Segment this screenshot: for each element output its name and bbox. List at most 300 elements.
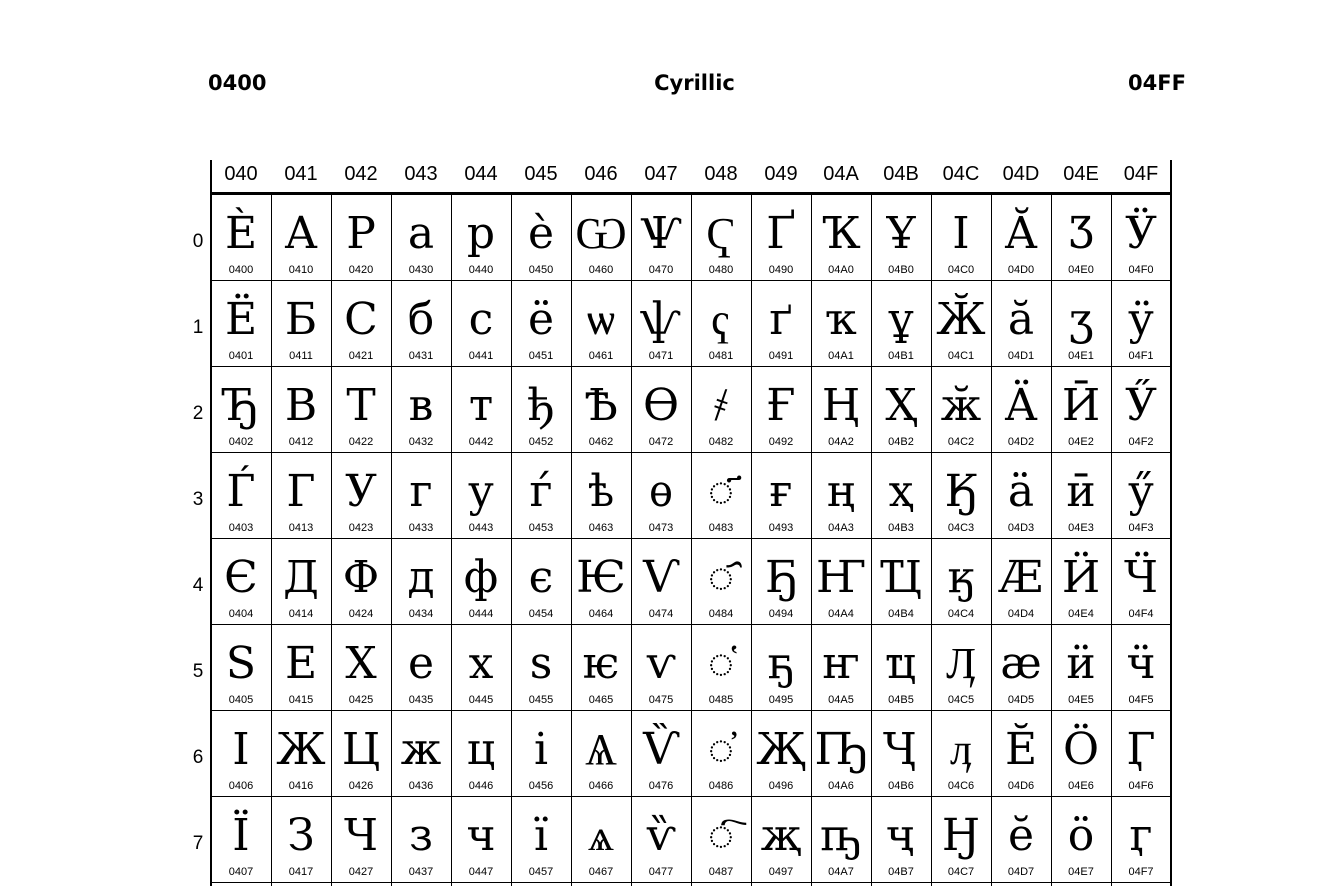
glyph-cell [691, 796, 751, 882]
code-point-label: 04C3 [947, 522, 975, 534]
code-point-label: 0497 [768, 866, 794, 878]
glyph-char: Ӧ [1062, 724, 1100, 775]
code-point-label: 0494 [768, 608, 794, 620]
code-point-label: 04B2 [888, 436, 914, 448]
glyph-char: ӥ [1066, 638, 1096, 689]
code-point-label: 0484 [708, 608, 734, 620]
glyph-cell [871, 452, 931, 538]
glyph-cell [991, 280, 1051, 366]
code-point-label: 0436 [408, 780, 434, 792]
code-point-label: 0441 [468, 350, 494, 362]
glyph-char: Ҳ [885, 380, 917, 431]
glyph-char: Ӣ [1061, 380, 1101, 431]
code-point-label: 0491 [768, 350, 794, 362]
glyph-char: Т [346, 380, 376, 431]
glyph-cell [271, 710, 331, 796]
code-point-label: 04B0 [888, 264, 914, 276]
glyph-char: ж [400, 724, 442, 775]
glyph-char: а [407, 208, 435, 259]
code-point-label: 04F2 [1128, 436, 1154, 448]
code-point-label: 0404 [228, 608, 254, 620]
glyph-cell [211, 796, 271, 882]
code-point-label: 0454 [528, 608, 554, 620]
code-point-label: 0411 [289, 350, 313, 362]
code-point-label: 04C7 [947, 866, 975, 878]
code-point-label: 0426 [348, 780, 374, 792]
glyph-char: җ [760, 810, 802, 861]
glyph-cell [931, 538, 991, 624]
glyph-char: Ӕ [998, 552, 1044, 603]
code-point-label: 04F0 [1128, 264, 1154, 276]
glyph-char: є [528, 552, 554, 603]
glyph-cell [391, 194, 451, 280]
code-point-label: 04E1 [1068, 350, 1094, 362]
glyph-cell [511, 280, 571, 366]
glyph-cell [451, 624, 511, 710]
glyph-char: Ѓ [226, 466, 256, 517]
code-point-label: 0440 [468, 264, 494, 276]
column-header: 049 [764, 163, 798, 185]
glyph-cell [571, 710, 631, 796]
code-point-label: 04E2 [1068, 436, 1094, 448]
code-point-label: 04A4 [828, 608, 854, 620]
code-point-label: 04E3 [1068, 522, 1094, 534]
code-point-label: 0455 [528, 694, 554, 706]
glyph-char: Г [286, 466, 316, 517]
code-point-label: 04E0 [1068, 264, 1094, 276]
glyph-cell [331, 538, 391, 624]
grid-line [211, 452, 1171, 453]
glyph-cell [1111, 710, 1171, 796]
glyph-char: Ѥ [576, 552, 626, 603]
glyph-char: ё [527, 294, 555, 345]
row-header: 1 [192, 317, 204, 338]
glyph-char: ѕ [529, 638, 553, 689]
glyph-cell [571, 280, 631, 366]
glyph-cell [931, 366, 991, 452]
glyph-char: Ӏ [952, 208, 970, 259]
glyph-cell [1051, 194, 1111, 280]
glyph-char: Ҁ [706, 208, 736, 259]
glyph-char: ӗ [1007, 810, 1035, 861]
code-point-label: 04C4 [947, 608, 975, 620]
glyph-cell [811, 796, 871, 882]
glyph-cell [931, 796, 991, 882]
code-point-label: 0402 [228, 436, 254, 448]
glyph-char: ӆ [950, 724, 972, 775]
code-point-label: 0456 [528, 780, 554, 792]
code-point-label: 04E5 [1068, 694, 1094, 706]
grid-line [391, 194, 392, 886]
glyph-cell [511, 538, 571, 624]
glyph-cell [751, 280, 811, 366]
glyph-cell [211, 452, 271, 538]
glyph-char: ◌҅ [707, 638, 735, 689]
glyph-cell [691, 366, 751, 452]
code-point-label: 04E7 [1068, 866, 1094, 878]
grid-line [211, 192, 1171, 195]
glyph-char: Ҥ [815, 552, 867, 603]
code-point-label: 04F1 [1128, 350, 1154, 362]
glyph-cell [1111, 280, 1171, 366]
grid-line [331, 194, 332, 886]
row-header: 5 [192, 661, 204, 682]
glyph-char: З [287, 810, 315, 861]
code-point-label: 0415 [288, 694, 314, 706]
code-point-label: 0473 [648, 522, 674, 534]
glyph-char: ӑ [1007, 294, 1035, 345]
code-point-label: 04E6 [1068, 780, 1094, 792]
glyph-char: Ѱ [640, 208, 682, 259]
glyph-cell [991, 452, 1051, 538]
glyph-char: Ѧ [585, 724, 617, 775]
glyph-cell [1051, 538, 1111, 624]
grid-line [931, 194, 932, 886]
glyph-char: х [468, 638, 494, 689]
glyph-cell [211, 280, 271, 366]
glyph-cell [931, 194, 991, 280]
code-point-label: 04D7 [1007, 866, 1035, 878]
glyph-cell [751, 194, 811, 280]
code-point-label: 0477 [648, 866, 674, 878]
code-point-label: 0475 [648, 694, 674, 706]
glyph-cell [1111, 194, 1171, 280]
glyph-cell [271, 624, 331, 710]
code-point-label: 04C6 [947, 780, 975, 792]
glyph-cell [811, 194, 871, 280]
grid-line [211, 366, 1171, 367]
code-point-label: 0400 [228, 264, 254, 276]
glyph-char: ц [466, 724, 496, 775]
glyph-char: Ѕ [225, 638, 257, 689]
glyph-char: Х [345, 638, 377, 689]
grid-line [1170, 160, 1172, 886]
glyph-cell [751, 624, 811, 710]
glyph-char: Ж [276, 724, 326, 775]
glyph-cell [511, 710, 571, 796]
code-point-label: 0410 [288, 264, 314, 276]
grid-line [210, 160, 212, 886]
glyph-char: ѳ [648, 466, 674, 517]
glyph-cell [751, 366, 811, 452]
glyph-cell [1111, 538, 1171, 624]
glyph-cell [631, 796, 691, 882]
code-point-label: 0405 [228, 694, 254, 706]
glyph-char: Ѷ [642, 724, 680, 775]
glyph-cell [631, 710, 691, 796]
glyph-char: т [468, 380, 494, 431]
code-point-label: 0420 [348, 264, 374, 276]
glyph-char: Ѵ [642, 552, 680, 603]
code-point-label: 04C1 [947, 350, 975, 362]
glyph-cell [871, 710, 931, 796]
glyph-char: С [344, 294, 378, 345]
glyph-cell [511, 366, 571, 452]
code-point-label: 0421 [348, 350, 374, 362]
glyph-cell [1051, 366, 1111, 452]
row-header: 4 [192, 575, 204, 596]
code-point-label: 0425 [348, 694, 374, 706]
glyph-cell [871, 366, 931, 452]
code-point-label: 0457 [528, 866, 554, 878]
code-point-label: 04B1 [888, 350, 914, 362]
glyph-char: ӄ [947, 552, 975, 603]
glyph-char: Ѐ [224, 208, 258, 259]
code-point-label: 04D0 [1007, 264, 1035, 276]
code-point-label: 04A0 [828, 264, 854, 276]
code-point-label: 0482 [708, 436, 734, 448]
code-point-label: 04B7 [888, 866, 914, 878]
glyph-cell [751, 538, 811, 624]
glyph-cell [211, 366, 271, 452]
grid-line [211, 796, 1171, 797]
grid-line [211, 280, 1171, 281]
glyph-cell [811, 538, 871, 624]
code-point-label: 04D6 [1007, 780, 1035, 792]
glyph-cell [691, 194, 751, 280]
glyph-cell [331, 452, 391, 538]
grid-line [211, 538, 1171, 539]
glyph-char: Б [284, 294, 318, 345]
code-point-label: 04A3 [828, 522, 854, 534]
code-point-label: 0476 [648, 780, 674, 792]
glyph-cell [571, 452, 631, 538]
range-end-label: 04FF [1128, 71, 1186, 95]
code-point-label: 0423 [348, 522, 374, 534]
glyph-char: Җ [756, 724, 806, 775]
code-point-label: 0465 [588, 694, 614, 706]
code-point-label: 0460 [588, 264, 614, 276]
glyph-char: Ѳ [642, 380, 680, 431]
column-header: 044 [464, 163, 498, 185]
code-point-label: 04F5 [1128, 694, 1154, 706]
code-point-label: 0435 [408, 694, 434, 706]
code-point-label: 0474 [648, 608, 674, 620]
code-point-label: 0427 [348, 866, 374, 878]
grid-line [1111, 194, 1112, 886]
code-point-label: 0442 [468, 436, 494, 448]
glyph-cell [451, 194, 511, 280]
code-point-label: 0467 [588, 866, 614, 878]
code-point-label: 04D1 [1007, 350, 1035, 362]
code-point-label: 04A7 [828, 866, 854, 878]
glyph-cell [391, 710, 451, 796]
column-header: 042 [344, 163, 378, 185]
grid-line [511, 194, 512, 886]
glyph-char: р [466, 208, 496, 259]
code-point-label: 0434 [408, 608, 434, 620]
code-point-label: 0481 [708, 350, 734, 362]
glyph-cell [451, 710, 511, 796]
glyph-cell [331, 194, 391, 280]
grid-line [751, 194, 752, 886]
column-header: 043 [404, 163, 438, 185]
code-point-label: 0407 [228, 866, 254, 878]
code-point-label: 04B4 [888, 608, 914, 620]
glyph-char: Ӑ [1004, 208, 1038, 259]
glyph-cell [271, 452, 331, 538]
glyph-char: ѥ [582, 638, 620, 689]
glyph-char: ї [533, 810, 549, 861]
glyph-cell [271, 194, 331, 280]
code-point-label: 0485 [708, 694, 734, 706]
grid-line [871, 194, 872, 886]
code-point-label: 04D3 [1007, 522, 1035, 534]
grid-line [211, 624, 1171, 625]
code-point-label: 0495 [768, 694, 794, 706]
glyph-char: ◌҃ [707, 466, 735, 517]
glyph-cell [1051, 796, 1111, 882]
glyph-char: ҂ [713, 380, 729, 431]
glyph-cell [451, 538, 511, 624]
glyph-char: с [468, 294, 494, 345]
code-point-label: 0403 [228, 522, 254, 534]
grid-line [811, 194, 812, 886]
code-point-label: 0480 [708, 264, 734, 276]
code-point-label: 0483 [708, 522, 734, 534]
glyph-char: Ҕ [764, 552, 798, 603]
glyph-cell [271, 280, 331, 366]
glyph-char: ѓ [529, 466, 553, 517]
code-point-label: 04C5 [947, 694, 975, 706]
code-point-label: 0470 [648, 264, 674, 276]
glyph-cell [211, 710, 271, 796]
glyph-char: ӧ [1067, 810, 1095, 861]
glyph-char: ҥ [822, 638, 860, 689]
column-header: 040 [224, 163, 258, 185]
code-point-label: 0444 [468, 608, 494, 620]
code-point-label: 0462 [588, 436, 614, 448]
glyph-char: б [407, 294, 435, 345]
code-point-label: 0463 [588, 522, 614, 534]
code-point-label: 0447 [468, 866, 494, 878]
glyph-char: в [408, 380, 434, 431]
glyph-cell [871, 538, 931, 624]
glyph-char: Є [224, 552, 258, 603]
code-point-label: 0431 [408, 350, 434, 362]
glyph-cell [571, 624, 631, 710]
glyph-char: ◌҇ [707, 810, 735, 861]
code-point-label: 04A6 [828, 780, 854, 792]
glyph-cell [331, 710, 391, 796]
glyph-char: Ё [224, 294, 258, 345]
glyph-char: Ӓ [1004, 380, 1038, 431]
glyph-cell [391, 452, 451, 538]
code-point-label: 0430 [408, 264, 434, 276]
glyph-char: ұ [888, 294, 914, 345]
code-point-label: 04D2 [1007, 436, 1035, 448]
glyph-char: Ӆ [946, 638, 976, 689]
glyph-char: ѐ [527, 208, 555, 259]
glyph-cell [1051, 624, 1111, 710]
glyph-cell [871, 796, 931, 882]
glyph-cell [751, 452, 811, 538]
glyph-cell [691, 624, 751, 710]
glyph-cell [211, 194, 271, 280]
glyph-char: ◌҆ [707, 724, 735, 775]
glyph-char: Ѡ [575, 208, 627, 259]
glyph-char: ғ [769, 466, 793, 517]
glyph-char: ◌҄ [707, 552, 735, 603]
glyph-cell [691, 710, 751, 796]
glyph-char: у [468, 466, 494, 517]
glyph-cell [451, 452, 511, 538]
code-point-label: 0433 [408, 522, 434, 534]
glyph-cell [1111, 796, 1171, 882]
glyph-char: е [407, 638, 435, 689]
glyph-char: ґ [769, 294, 793, 345]
code-point-label: 0416 [288, 780, 314, 792]
code-point-label: 04A5 [828, 694, 854, 706]
code-point-label: 0422 [348, 436, 374, 448]
glyph-char: Ӡ [1068, 208, 1094, 259]
glyph-char: Ҵ [880, 552, 922, 603]
code-point-label: 0417 [288, 866, 314, 878]
grid-line [211, 882, 1171, 883]
glyph-cell [871, 280, 931, 366]
code-point-label: 04A2 [828, 436, 854, 448]
glyph-char: г [409, 466, 433, 517]
glyph-cell [451, 366, 511, 452]
glyph-cell [1051, 452, 1111, 538]
code-point-label: 0472 [648, 436, 674, 448]
glyph-cell [271, 796, 331, 882]
code-point-label: 0461 [588, 350, 614, 362]
glyph-char: ѣ [587, 466, 615, 517]
glyph-cell [631, 452, 691, 538]
code-point-label: 0453 [528, 522, 554, 534]
grid-line [691, 194, 692, 886]
glyph-cell [691, 280, 751, 366]
block-title: Cyrillic [654, 71, 735, 95]
glyph-cell [451, 796, 511, 882]
code-point-label: 04D5 [1007, 694, 1035, 706]
glyph-char: Ҡ [821, 208, 861, 259]
glyph-char: Ѣ [584, 380, 618, 431]
grid-line [571, 194, 572, 886]
glyph-cell [271, 538, 331, 624]
glyph-cell [691, 538, 751, 624]
code-point-label: 0492 [768, 436, 794, 448]
glyph-char: Ц [341, 724, 381, 775]
glyph-cell [331, 624, 391, 710]
glyph-char: ӓ [1007, 466, 1035, 517]
glyph-char: ӵ [1126, 638, 1156, 689]
glyph-char: Ґ [766, 208, 796, 259]
glyph-char: ѧ [588, 810, 614, 861]
column-header: 04F [1123, 163, 1159, 185]
column-header: 04B [883, 163, 919, 185]
glyph-char: Ҧ [814, 724, 868, 775]
row-header: 0 [192, 231, 204, 252]
column-header: 04A [823, 163, 859, 185]
glyph-cell [991, 796, 1051, 882]
glyph-char: ң [826, 466, 856, 517]
glyph-char: ђ [527, 380, 555, 431]
code-point-label: 0437 [408, 866, 434, 878]
glyph-char: Р [346, 208, 376, 259]
glyph-char: ѷ [646, 810, 676, 861]
code-point-label: 0490 [768, 264, 794, 276]
row-header: 6 [192, 747, 204, 768]
glyph-char: ф [463, 552, 499, 603]
code-point-label: 0487 [708, 866, 734, 878]
glyph-cell [991, 194, 1051, 280]
column-header: 04E [1063, 163, 1099, 185]
glyph-cell [991, 366, 1051, 452]
glyph-char: Ң [821, 380, 861, 431]
glyph-char: ч [466, 810, 496, 861]
